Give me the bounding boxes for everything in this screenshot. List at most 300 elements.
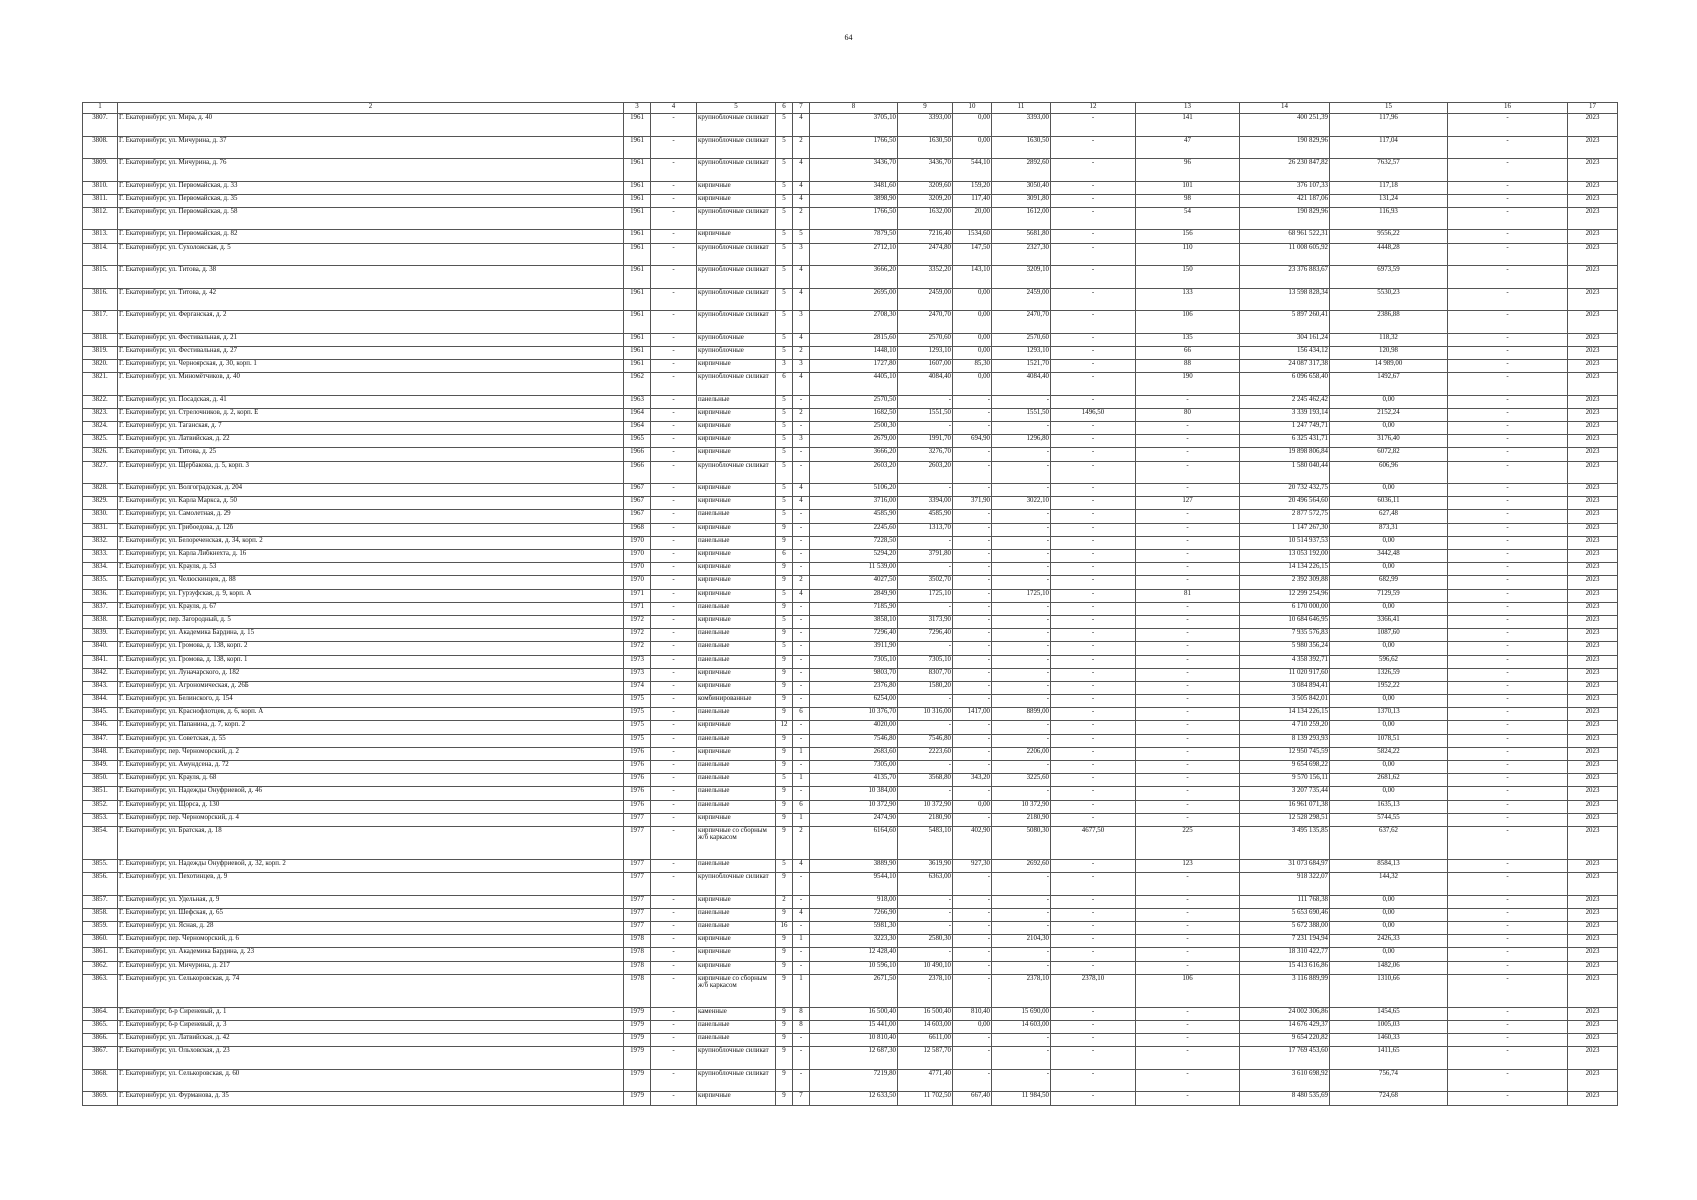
residential-area-cell: - [992,550,1051,563]
floors-cell: 5 [776,243,793,266]
year-built-cell: 1965 [624,435,651,448]
entrances-cell: 4 [793,484,810,497]
year-built-cell: 1977 [624,813,651,826]
floors-cell: 6 [776,550,793,563]
year-reconstruction-cell: - [651,333,697,346]
premises-area-cell: 1607,00 [898,359,953,372]
year-built-cell: 1978 [624,974,651,1007]
area-other-cell: - [1051,873,1136,896]
address-cell: Г. Екатеринбург, ул. Надежды Онуфриевой, д. 32, корп. 2 [118,859,624,872]
nonresidential-area-cell: - [953,747,992,760]
col-16-cell: - [1448,563,1568,576]
residents-cell: - [1136,550,1240,563]
nonresidential-area-cell: - [953,576,992,589]
residential-area-cell: 2327,30 [992,243,1051,266]
floors-cell: 5 [776,615,793,628]
premises-area-cell: 14 603,00 [898,1020,953,1033]
floors-cell: 9 [776,1020,793,1033]
premises-area-cell: - [898,761,953,774]
table-row [83,359,1618,372]
row-number-cell: 3834. [83,563,118,576]
year-built-cell: 1972 [624,615,651,628]
year-built-cell: 1973 [624,668,651,681]
address-cell: Г. Екатеринбург, ул. Ясная, д. 28 [118,922,624,935]
premises-area-cell: 2470,70 [898,311,953,334]
entrances-cell: - [793,461,810,484]
column-header-13: 13 [1136,103,1240,114]
nonresidential-area-cell: 0,00 [953,136,992,159]
address-cell: Г. Екатеринбург, ул. Мичурина, д. 37 [118,136,624,159]
col-16-cell: - [1448,721,1568,734]
total-area-cell: 1766,50 [810,136,898,159]
col-16-cell: - [1448,974,1568,1007]
residential-area-cell: - [992,948,1051,961]
residents-cell: 66 [1136,346,1240,359]
area-other-cell: - [1051,695,1136,708]
address-cell: Г. Екатеринбург, ул. Посадская, д. 41 [118,395,624,408]
col-16-cell: - [1448,373,1568,396]
address-cell: Г. Екатеринбург, ул. Крауля, д. 53 [118,563,624,576]
cost-per-sqm-cell: 5530,23 [1330,288,1448,311]
nonresidential-area-cell: - [953,448,992,461]
area-other-cell: - [1051,734,1136,747]
area-other-cell: - [1051,1007,1136,1020]
year-reconstruction-cell: - [651,550,697,563]
year-built-cell: 1974 [624,681,651,694]
completion-year-cell: 2023 [1568,787,1618,800]
nonresidential-area-cell: 371,90 [953,497,992,510]
year-reconstruction-cell: - [651,484,697,497]
completion-year-cell: 2023 [1568,266,1618,289]
residents-cell: - [1136,708,1240,721]
year-reconstruction-cell: - [651,602,697,615]
floors-cell: 9 [776,523,793,536]
wall-material-cell: кирпичные [697,523,776,536]
area-other-cell: 4677,50 [1051,826,1136,859]
row-number-cell: 3811. [83,194,118,207]
premises-area-cell: 16 500,40 [898,1007,953,1020]
total-area-cell: 10 372,90 [810,800,898,813]
floors-cell: 12 [776,721,793,734]
page-number: 64 [844,33,853,42]
completion-year-cell: 2023 [1568,974,1618,1007]
col-16-cell: - [1448,708,1568,721]
premises-area-cell: 2180,90 [898,813,953,826]
floors-cell: 9 [776,708,793,721]
total-area-cell: 2671,50 [810,974,898,1007]
premises-area-cell: 3352,20 [898,266,953,289]
residents-cell: - [1136,563,1240,576]
residents-cell: - [1136,1020,1240,1033]
completion-year-cell: 2023 [1568,1007,1618,1020]
cost-cell: 400 251,39 [1240,114,1330,137]
cost-cell: 24 087 317,38 [1240,359,1330,372]
floors-cell: 5 [776,461,793,484]
nonresidential-area-cell: 694,90 [953,435,992,448]
entrances-cell: 4 [793,589,810,602]
nonresidential-area-cell: - [953,563,992,576]
premises-area-cell: 2459,00 [898,288,953,311]
year-built-cell: 1966 [624,461,651,484]
table-row [83,681,1618,694]
year-reconstruction-cell: - [651,1092,697,1105]
residents-cell: - [1136,576,1240,589]
address-cell: Г. Екатеринбург, ул. Щербакова, д. 5, корп. 3 [118,461,624,484]
wall-material-cell: крупноблочные силикат [697,873,776,896]
table-row [83,948,1618,961]
area-other-cell: - [1051,461,1136,484]
area-other-cell: - [1051,448,1136,461]
total-area-cell: 2708,30 [810,311,898,334]
residents-cell: 106 [1136,311,1240,334]
floors-cell: 5 [776,774,793,787]
table-row [83,181,1618,194]
cost-per-sqm-cell: 1005,03 [1330,1020,1448,1033]
cost-cell: 421 187,06 [1240,194,1330,207]
table-row [83,761,1618,774]
entrances-cell: 1 [793,935,810,948]
col-16-cell: - [1448,1034,1568,1047]
col-16-cell: - [1448,589,1568,602]
address-cell: Г. Екатеринбург, ул. Шефская, д. 65 [118,908,624,921]
cost-cell: 3 207 735,44 [1240,787,1330,800]
residential-area-cell: - [992,655,1051,668]
cost-per-sqm-cell: 0,00 [1330,948,1448,961]
year-built-cell: 1977 [624,922,651,935]
nonresidential-area-cell: - [953,761,992,774]
wall-material-cell: панельные [697,708,776,721]
cost-per-sqm-cell: 1492,67 [1330,373,1448,396]
year-reconstruction-cell: - [651,523,697,536]
cost-per-sqm-cell: 1460,33 [1330,1034,1448,1047]
total-area-cell: 3223,30 [810,935,898,948]
year-reconstruction-cell: - [651,510,697,523]
entrances-cell: - [793,395,810,408]
col-16-cell: - [1448,395,1568,408]
cost-cell: 3 495 135,85 [1240,826,1330,859]
year-reconstruction-cell: - [651,895,697,908]
residents-cell: - [1136,734,1240,747]
col-16-cell: - [1448,935,1568,948]
year-reconstruction-cell: - [651,563,697,576]
address-cell: Г. Екатеринбург, ул. Фурманова, д. 35 [118,1092,624,1105]
table-row [83,136,1618,159]
completion-year-cell: 2023 [1568,895,1618,908]
nonresidential-area-cell: - [953,395,992,408]
cost-per-sqm-cell: 1411,65 [1330,1047,1448,1070]
entrances-cell: 4 [793,194,810,207]
table-row [83,510,1618,523]
cost-cell: 20 496 564,60 [1240,497,1330,510]
entrances-cell: - [793,655,810,668]
residential-area-cell: - [992,721,1051,734]
total-area-cell: 4135,70 [810,774,898,787]
total-area-cell: 9544,10 [810,873,898,896]
cost-per-sqm-cell: 0,00 [1330,787,1448,800]
year-built-cell: 1972 [624,629,651,642]
row-number-cell: 3819. [83,346,118,359]
row-number-cell: 3865. [83,1020,118,1033]
year-reconstruction-cell: - [651,681,697,694]
cost-per-sqm-cell: 1078,51 [1330,734,1448,747]
residents-cell: 98 [1136,194,1240,207]
floors-cell: 5 [776,288,793,311]
row-number-cell: 3855. [83,859,118,872]
row-number-cell: 3849. [83,761,118,774]
completion-year-cell: 2023 [1568,747,1618,760]
entrances-cell: 7 [793,1092,810,1105]
residential-area-cell: - [992,448,1051,461]
table-row [83,550,1618,563]
floors-cell: 9 [776,734,793,747]
address-cell: Г. Екатеринбург, ул. Карла Либкнехта, д. 16 [118,550,624,563]
cost-cell: 2 245 462,42 [1240,395,1330,408]
residents-cell: 80 [1136,408,1240,421]
row-number-cell: 3853. [83,813,118,826]
table-row [83,668,1618,681]
total-area-cell: 4020,00 [810,721,898,734]
area-other-cell: 1496,50 [1051,408,1136,421]
column-header-7: 7 [793,103,810,114]
col-16-cell: - [1448,961,1568,974]
year-reconstruction-cell: - [651,747,697,760]
area-other-cell: - [1051,1092,1136,1105]
year-built-cell: 1961 [624,266,651,289]
nonresidential-area-cell: 0,00 [953,114,992,137]
row-number-cell: 3847. [83,734,118,747]
total-area-cell: 2679,00 [810,435,898,448]
area-other-cell: - [1051,243,1136,266]
cost-per-sqm-cell: 1635,13 [1330,800,1448,813]
total-area-cell: 3858,10 [810,615,898,628]
year-reconstruction-cell: - [651,194,697,207]
wall-material-cell: кирпичные [697,1092,776,1105]
row-number-cell: 3813. [83,230,118,243]
table-row [83,935,1618,948]
residents-cell: - [1136,655,1240,668]
residents-cell: - [1136,461,1240,484]
completion-year-cell: 2023 [1568,422,1618,435]
year-reconstruction-cell: - [651,461,697,484]
completion-year-cell: 2023 [1568,395,1618,408]
row-number-cell: 3808. [83,136,118,159]
premises-area-cell: - [898,922,953,935]
entrances-cell: - [793,422,810,435]
entrances-cell: - [793,668,810,681]
col-16-cell: - [1448,747,1568,760]
completion-year-cell: 2023 [1568,510,1618,523]
address-cell: Г. Екатеринбург, ул. Ольховская, д. 23 [118,1047,624,1070]
row-number-cell: 3848. [83,747,118,760]
wall-material-cell: крупноблочные силикат [697,288,776,311]
completion-year-cell: 2023 [1568,708,1618,721]
entrances-cell: - [793,550,810,563]
completion-year-cell: 2023 [1568,181,1618,194]
wall-material-cell: панельные [697,510,776,523]
area-other-cell: - [1051,510,1136,523]
floors-cell: 6 [776,373,793,396]
address-cell: Г. Екатеринбург, пер. Черноморский, д. 6 [118,935,624,948]
year-built-cell: 1975 [624,734,651,747]
year-reconstruction-cell: - [651,974,697,1007]
cost-per-sqm-cell: 756,74 [1330,1069,1448,1092]
entrances-cell: 4 [793,159,810,182]
nonresidential-area-cell: - [953,734,992,747]
premises-area-cell: - [898,721,953,734]
cost-cell: 14 676 429,37 [1240,1020,1330,1033]
floors-cell: 9 [776,1007,793,1020]
row-number-cell: 3864. [83,1007,118,1020]
nonresidential-area-cell: - [953,787,992,800]
table-row [83,813,1618,826]
residential-area-cell: - [992,576,1051,589]
residents-cell: - [1136,695,1240,708]
area-other-cell: - [1051,935,1136,948]
entrances-cell: 4 [793,114,810,137]
entrances-cell: - [793,873,810,896]
area-other-cell: - [1051,948,1136,961]
nonresidential-area-cell: - [953,642,992,655]
year-built-cell: 1976 [624,761,651,774]
address-cell: Г. Екатеринбург, ул. Советская, д. 55 [118,734,624,747]
table-row [83,787,1618,800]
address-cell: Г. Екатеринбург, ул. Сухоложская, д. 5 [118,243,624,266]
cost-cell: 3 116 889,99 [1240,974,1330,1007]
cost-cell: 5 897 260,41 [1240,311,1330,334]
cost-per-sqm-cell: 0,00 [1330,563,1448,576]
year-built-cell: 1961 [624,346,651,359]
year-built-cell: 1978 [624,935,651,948]
row-number-cell: 3823. [83,408,118,421]
total-area-cell: 7296,40 [810,629,898,642]
cost-cell: 7 935 576,83 [1240,629,1330,642]
cost-per-sqm-cell: 120,98 [1330,346,1448,359]
col-16-cell: - [1448,408,1568,421]
area-other-cell: - [1051,550,1136,563]
column-header-1: 1 [83,103,118,114]
entrances-cell: - [793,629,810,642]
address-cell: Г. Екатеринбург, ул. Луначарского, д. 182 [118,668,624,681]
address-cell: Г. Екатеринбург, ул. Папанина, д. 7, корп. 2 [118,721,624,734]
total-area-cell: 2683,60 [810,747,898,760]
table-row [83,734,1618,747]
year-reconstruction-cell: - [651,1007,697,1020]
wall-material-cell: панельные [697,395,776,408]
cost-cell: 12 950 745,59 [1240,747,1330,760]
nonresidential-area-cell: 810,40 [953,1007,992,1020]
col-16-cell: - [1448,761,1568,774]
premises-area-cell: 1551,50 [898,408,953,421]
col-16-cell: - [1448,602,1568,615]
cost-cell: 7 231 194,94 [1240,935,1330,948]
row-number-cell: 3863. [83,974,118,1007]
cost-cell: 304 161,24 [1240,333,1330,346]
col-16-cell: - [1448,510,1568,523]
entrances-cell: 2 [793,136,810,159]
address-cell: Г. Екатеринбург, ул. Титова, д. 38 [118,266,624,289]
total-area-cell: 2849,90 [810,589,898,602]
residential-area-cell: 2570,60 [992,333,1051,346]
wall-material-cell: крупноблочные силикат [697,1069,776,1092]
wall-material-cell: крупноблочные силикат [697,461,776,484]
cost-per-sqm-cell: 0,00 [1330,721,1448,734]
residential-area-cell: 1296,80 [992,435,1051,448]
completion-year-cell: 2023 [1568,961,1618,974]
total-area-cell: 2603,20 [810,461,898,484]
area-other-cell: - [1051,194,1136,207]
table-row [83,373,1618,396]
col-16-cell: - [1448,422,1568,435]
col-16-cell: - [1448,536,1568,549]
floors-cell: 9 [776,787,793,800]
residents-cell: - [1136,681,1240,694]
table-row [83,346,1618,359]
row-number-cell: 3866. [83,1034,118,1047]
cost-per-sqm-cell: 0,00 [1330,908,1448,921]
residential-area-cell: 1293,10 [992,346,1051,359]
table-row [83,974,1618,1007]
completion-year-cell: 2023 [1568,497,1618,510]
col-16-cell: - [1448,774,1568,787]
entrances-cell: - [793,523,810,536]
year-reconstruction-cell: - [651,243,697,266]
wall-material-cell: панельные [697,655,776,668]
nonresidential-area-cell: 0,00 [953,311,992,334]
year-reconstruction-cell: - [651,114,697,137]
floors-cell: 9 [776,1034,793,1047]
row-number-cell: 3810. [83,181,118,194]
wall-material-cell: кирпичные [697,448,776,461]
cost-per-sqm-cell: 0,00 [1330,695,1448,708]
residential-area-cell: - [992,922,1051,935]
address-cell: Г. Екатеринбург, ул. Селькоровская, д. 74 [118,974,624,1007]
cost-per-sqm-cell: 1370,13 [1330,708,1448,721]
residents-cell: 133 [1136,288,1240,311]
col-16-cell: - [1448,333,1568,346]
table-row [83,602,1618,615]
wall-material-cell: кирпичные [697,497,776,510]
residential-area-cell: - [992,602,1051,615]
premises-area-cell: 4771,40 [898,1069,953,1092]
year-built-cell: 1970 [624,563,651,576]
residential-area-cell: 2206,00 [992,747,1051,760]
col-16-cell: - [1448,1092,1568,1105]
wall-material-cell: кирпичные [697,668,776,681]
cost-cell: 2 392 309,88 [1240,576,1330,589]
table-row [83,230,1618,243]
entrances-cell: - [793,1034,810,1047]
address-cell: Г. Екатеринбург, ул. Челюскинцев, д. 88 [118,576,624,589]
nonresidential-area-cell: - [953,1034,992,1047]
residents-cell: 106 [1136,974,1240,1007]
cost-per-sqm-cell: 1310,66 [1330,974,1448,1007]
completion-year-cell: 2023 [1568,922,1618,935]
residential-area-cell: 15 690,00 [992,1007,1051,1020]
completion-year-cell: 2023 [1568,774,1618,787]
table-row [83,721,1618,734]
col-16-cell: - [1448,1047,1568,1070]
residents-cell: - [1136,435,1240,448]
entrances-cell: - [793,895,810,908]
entrances-cell: 3 [793,243,810,266]
nonresidential-area-cell: - [953,668,992,681]
col-16-cell: - [1448,948,1568,961]
floors-cell: 5 [776,230,793,243]
area-other-cell: - [1051,373,1136,396]
total-area-cell: 1766,50 [810,207,898,230]
area-other-cell: - [1051,761,1136,774]
col-16-cell: - [1448,642,1568,655]
